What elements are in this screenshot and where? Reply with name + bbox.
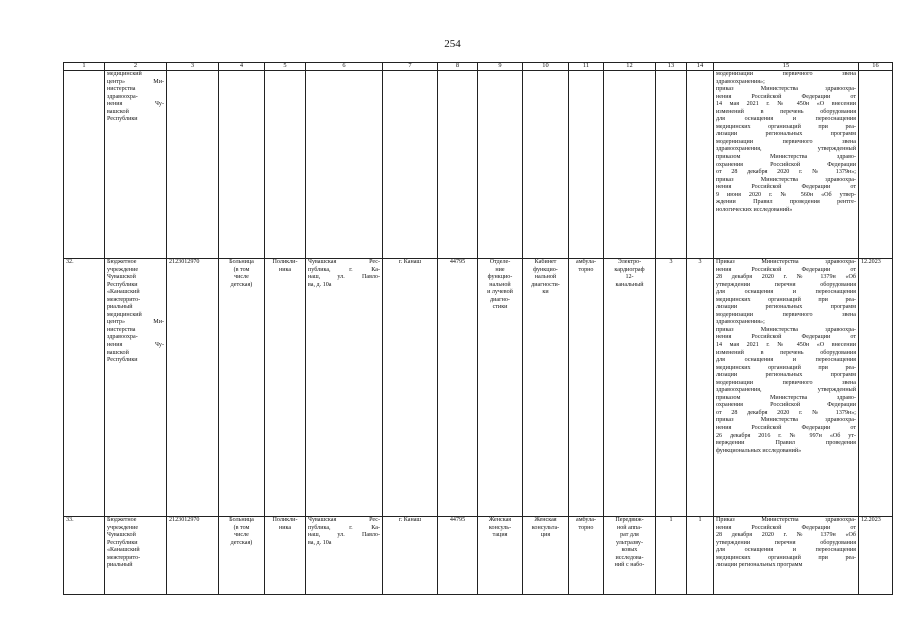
cell-dept	[478, 517, 523, 595]
cell-inn	[167, 517, 219, 595]
cell-mode	[569, 517, 604, 595]
cell-line: наш, ул. Павло-	[308, 532, 380, 539]
cell-unit	[265, 71, 306, 259]
cell-basis	[714, 517, 859, 595]
cell-equipment	[604, 71, 656, 259]
cell-line: лизации региональных программ	[716, 131, 856, 138]
cell-line: изменений в перечень оборудования	[716, 108, 856, 115]
cell-line: Женская	[488, 517, 512, 523]
cell-line: модернизации первичного звена	[716, 311, 856, 318]
cell-inn	[167, 259, 219, 517]
cell-line: медицинский	[107, 71, 142, 77]
cell-qty2	[687, 71, 714, 259]
cell-line: нальной	[489, 281, 511, 288]
column-number-9: 9	[478, 63, 523, 71]
column-number-16: 16	[859, 63, 893, 71]
cell-qty2	[687, 517, 714, 595]
cell-line: Республики	[107, 281, 138, 288]
cell-line: верждении Правил проведения	[716, 440, 856, 447]
cell-line: ки	[542, 289, 549, 296]
cell-line: приказ Министерства здравоохра-	[716, 326, 856, 333]
cell-dept	[478, 71, 523, 259]
cell-line: нальной	[534, 274, 557, 281]
cell-line: ковых	[621, 547, 638, 554]
cell-index	[438, 517, 478, 595]
cell-line: детская)	[230, 281, 253, 288]
cell-text: 44795	[449, 259, 466, 265]
cell-line: межтеррито-	[107, 554, 141, 561]
cell-line: Электро-	[617, 259, 642, 265]
cell-line: центр» Ми-	[107, 78, 164, 85]
cell-line: торно	[578, 524, 594, 531]
cell-line: консуль-	[488, 524, 512, 531]
cell-line: нения Российской Федерации от	[716, 524, 856, 531]
cell-address	[306, 71, 383, 259]
cell-text: 3	[669, 259, 673, 265]
cell-line: 9 июня 2020 г. № 560н «Об утвер-	[716, 191, 856, 198]
cell-line: нения Чу-	[107, 101, 164, 108]
cell-cabinet	[523, 259, 569, 517]
cell-text: 1	[669, 517, 673, 523]
cell-line: и лучевой	[487, 289, 513, 296]
cell-line: нологических исследований»	[716, 206, 793, 213]
cell-city	[383, 259, 438, 517]
cell-line: кардиограф	[614, 266, 645, 273]
cell-line: нения Российской Федерации от	[716, 334, 856, 341]
cell-address	[306, 517, 383, 595]
cell-line: диагно-	[490, 296, 510, 303]
cell-line: 28 декабря 2020 г. № 1379н «Об	[716, 274, 856, 281]
cell-line: Приказ Министерства здравоохра-	[716, 517, 856, 523]
cell-line: риальный	[107, 304, 133, 311]
equipment-table	[63, 62, 893, 595]
cell-line: ва, д. 10а	[308, 281, 332, 288]
cell-line: Больница	[229, 517, 254, 523]
cell-line: Бюджетное	[107, 259, 137, 265]
cell-line: диагности-	[531, 281, 560, 288]
cell-line: канальный	[615, 281, 644, 288]
cell-line: риальный	[107, 562, 133, 569]
cell-line: ва, д. 10а	[308, 539, 332, 546]
cell-line: (в том	[233, 266, 250, 273]
cell-date	[859, 259, 893, 517]
cell-text: 44795	[449, 517, 466, 523]
cell-basis	[714, 259, 859, 517]
cell-qty1	[656, 71, 687, 259]
cell-line: 14 мая 2021 г. № 450н «О внесении	[716, 342, 856, 349]
cell-line: приказ Министерства здравоохра-	[716, 176, 856, 183]
cell-org	[105, 259, 167, 517]
cell-text: г. Канаш	[398, 517, 422, 523]
cell-line: Республики	[107, 539, 138, 546]
cell-line: функцио-	[533, 266, 558, 273]
column-number-13: 13	[656, 63, 687, 71]
cell-line: межтеррито-	[107, 296, 141, 303]
cell-qty2	[687, 259, 714, 517]
cell-line: медицинских организаций при реа-	[716, 554, 856, 561]
cell-cabinet	[523, 517, 569, 595]
cell-line: Отделе-	[489, 259, 511, 265]
cell-line: для оснащения и переоснащения	[716, 547, 856, 554]
cell-line: рат для	[620, 532, 639, 539]
cell-line: Чувашской	[107, 274, 136, 281]
column-number-2: 2	[105, 63, 167, 71]
column-number-7: 7	[383, 63, 438, 71]
cell-line: ника	[278, 524, 292, 531]
cell-num	[64, 71, 105, 259]
cell-line: приказом Министерства здраво-	[716, 394, 856, 401]
cell-line: Поликли-	[272, 517, 298, 523]
cell-line: лизации региональных программ	[716, 562, 803, 569]
cell-line: медицинских организаций при реа-	[716, 123, 856, 130]
cell-line: нения Российской Федерации от	[716, 184, 856, 191]
cell-line: амбула-	[576, 517, 596, 523]
cell-line: лизации региональных программ	[716, 372, 856, 379]
cell-line: вашской	[107, 108, 129, 115]
cell-line: 14 мая 2021 г. № 450н «О внесении	[716, 101, 856, 108]
cell-line: нения Чу-	[107, 342, 164, 349]
cell-text: 33.	[66, 517, 74, 523]
cell-line: приказ Министерства здравоохра-	[716, 86, 856, 93]
cell-line: центр» Ми-	[107, 319, 164, 326]
cell-line: здравоохранения»;	[716, 78, 765, 85]
table-row	[64, 259, 893, 517]
cell-line: учреждение	[107, 524, 139, 531]
cell-line: здравоохранения»;	[716, 319, 765, 326]
cell-org	[105, 517, 167, 595]
cell-line: 12-	[625, 274, 634, 281]
cell-text: г. Канаш	[398, 259, 422, 265]
table-row	[64, 71, 893, 259]
cell-line: Чувашская Рес-	[308, 517, 380, 523]
cell-line: изменений в перечень оборудования	[716, 349, 856, 356]
cell-org	[105, 71, 167, 259]
cell-line: «Канашский	[107, 289, 140, 296]
cell-line: публика, г. Ка-	[308, 524, 380, 531]
cell-line: детская)	[230, 539, 253, 546]
cell-text: 2123012970	[169, 517, 200, 523]
cell-line: для оснащения и переоснащения	[716, 116, 856, 123]
cell-city	[383, 71, 438, 259]
cell-num	[64, 517, 105, 595]
cell-line: Республики	[107, 116, 138, 123]
cell-text: 32.	[66, 259, 74, 265]
cell-line: нения Российской Федерации от	[716, 93, 856, 100]
cell-line: числе	[234, 274, 249, 281]
cell-equipment	[604, 517, 656, 595]
cell-basis	[714, 71, 859, 259]
cell-equipment	[604, 259, 656, 517]
column-number-3: 3	[167, 63, 219, 71]
table-row	[64, 517, 893, 595]
cell-line: Женская	[534, 517, 557, 523]
cell-line: модернизации первичного звена	[716, 138, 856, 145]
cell-line: Чувашской	[107, 532, 136, 539]
cell-line: утверждении перечня оборудования	[716, 539, 856, 546]
cell-text: 1	[698, 517, 702, 523]
cell-line: здравоохранения, утвержденный	[716, 387, 856, 394]
cell-date	[859, 517, 893, 595]
cell-line: Кабинет	[534, 259, 557, 265]
cell-type	[219, 517, 265, 595]
column-number-4: 4	[219, 63, 265, 71]
cell-line: модернизации первичного звена	[716, 379, 856, 386]
cell-text: 3	[698, 259, 702, 265]
cell-mode	[569, 259, 604, 517]
cell-line: Передвиж-	[615, 517, 644, 523]
column-number-10: 10	[523, 63, 569, 71]
cell-unit	[265, 259, 306, 517]
page-number: 254	[444, 38, 461, 50]
cell-index	[438, 71, 478, 259]
cell-line: ультразву-	[615, 539, 643, 546]
cell-line: Больница	[229, 259, 254, 265]
cell-line: Республики	[107, 357, 138, 364]
cell-text: 2123012970	[169, 259, 200, 265]
column-number-6: 6	[306, 63, 383, 71]
cell-line: 26 декабря 2016 г. № 997н «Об ут-	[716, 432, 856, 439]
column-number-1: 1	[64, 63, 105, 71]
cell-line: наш, ул. Павло-	[308, 274, 380, 281]
cell-line: торно	[578, 266, 594, 273]
cell-address	[306, 259, 383, 517]
cell-line: Поликли-	[272, 259, 298, 265]
cell-line: ника	[278, 266, 292, 273]
cell-date	[859, 71, 893, 259]
cell-line: лизации региональных программ	[716, 304, 856, 311]
cell-line: функцио-	[487, 274, 513, 281]
cell-line: ний с набо-	[614, 562, 645, 569]
cell-line: стики	[492, 304, 508, 311]
cell-line: амбула-	[576, 259, 596, 265]
cell-line: медицинских организаций при реа-	[716, 364, 856, 371]
cell-line: (в том	[233, 524, 250, 531]
cell-line: 28 декабря 2020 г. № 1379н «Об	[716, 532, 856, 539]
cell-cabinet	[523, 71, 569, 259]
cell-line: числе	[234, 532, 249, 539]
cell-line: исследова-	[615, 554, 644, 561]
cell-line: публика, г. Ка-	[308, 266, 380, 273]
cell-line: ция	[540, 532, 551, 539]
column-number-5: 5	[265, 63, 306, 71]
cell-line: здравоохра-	[107, 93, 138, 100]
cell-line: для оснащения и переоснащения	[716, 289, 856, 296]
cell-line: нения Российской Федерации от	[716, 425, 856, 432]
cell-line: ной аппа-	[617, 524, 642, 531]
column-number-15: 15	[714, 63, 859, 71]
cell-line: для оснащения и переоснащения	[716, 357, 856, 364]
cell-line: нистерства	[107, 326, 136, 333]
cell-line: охранения Российской Федерации	[716, 161, 856, 168]
cell-line: функциональных исследований»	[716, 447, 802, 454]
cell-line: от 28 декабря 2020 г. № 1379н»;	[716, 409, 856, 416]
cell-line: утверждении перечня оборудования	[716, 281, 856, 288]
cell-line: вашской	[107, 349, 129, 356]
cell-line: охранения Российской Федерации	[716, 402, 856, 409]
cell-line: Чувашская Рес-	[308, 259, 380, 265]
cell-line: нения Российской Федерации от	[716, 266, 856, 273]
cell-line: консульта-	[531, 524, 560, 531]
cell-line: тация	[492, 532, 508, 539]
cell-num	[64, 259, 105, 517]
column-number-12: 12	[604, 63, 656, 71]
cell-dept	[478, 259, 523, 517]
column-number-14: 14	[687, 63, 714, 71]
cell-line: «Канашский	[107, 547, 140, 554]
cell-mode	[569, 71, 604, 259]
cell-index	[438, 259, 478, 517]
cell-line: здравоохра-	[107, 334, 138, 341]
cell-type	[219, 259, 265, 517]
cell-line: медицинских организаций при реа-	[716, 296, 856, 303]
column-number-8: 8	[438, 63, 478, 71]
cell-type	[219, 71, 265, 259]
cell-line: нистерства	[107, 86, 136, 93]
cell-line: здравоохранения, утвержденный	[716, 146, 856, 153]
column-number-row	[64, 63, 893, 71]
cell-line: модернизации первичного звена	[716, 71, 856, 77]
cell-line: Приказ Министерства здравоохра-	[716, 259, 856, 265]
cell-line: приказом Министерства здраво-	[716, 154, 856, 161]
cell-city	[383, 517, 438, 595]
cell-qty1	[656, 517, 687, 595]
cell-line: ждении Правил проведения рентге-	[716, 199, 856, 206]
cell-line: учреждение	[107, 266, 139, 273]
cell-unit	[265, 517, 306, 595]
cell-line: медицинский	[107, 311, 142, 318]
cell-text: 12.2023	[861, 517, 881, 523]
cell-line: Бюджетное	[107, 517, 137, 523]
column-number-11: 11	[569, 63, 604, 71]
cell-text: 12.2023	[861, 259, 881, 265]
cell-qty1	[656, 259, 687, 517]
cell-line: приказ Министерства здравоохра-	[716, 417, 856, 424]
cell-line: ние	[495, 266, 505, 273]
cell-inn	[167, 71, 219, 259]
cell-line: от 28 декабря 2020 г. № 1379н»;	[716, 169, 856, 176]
